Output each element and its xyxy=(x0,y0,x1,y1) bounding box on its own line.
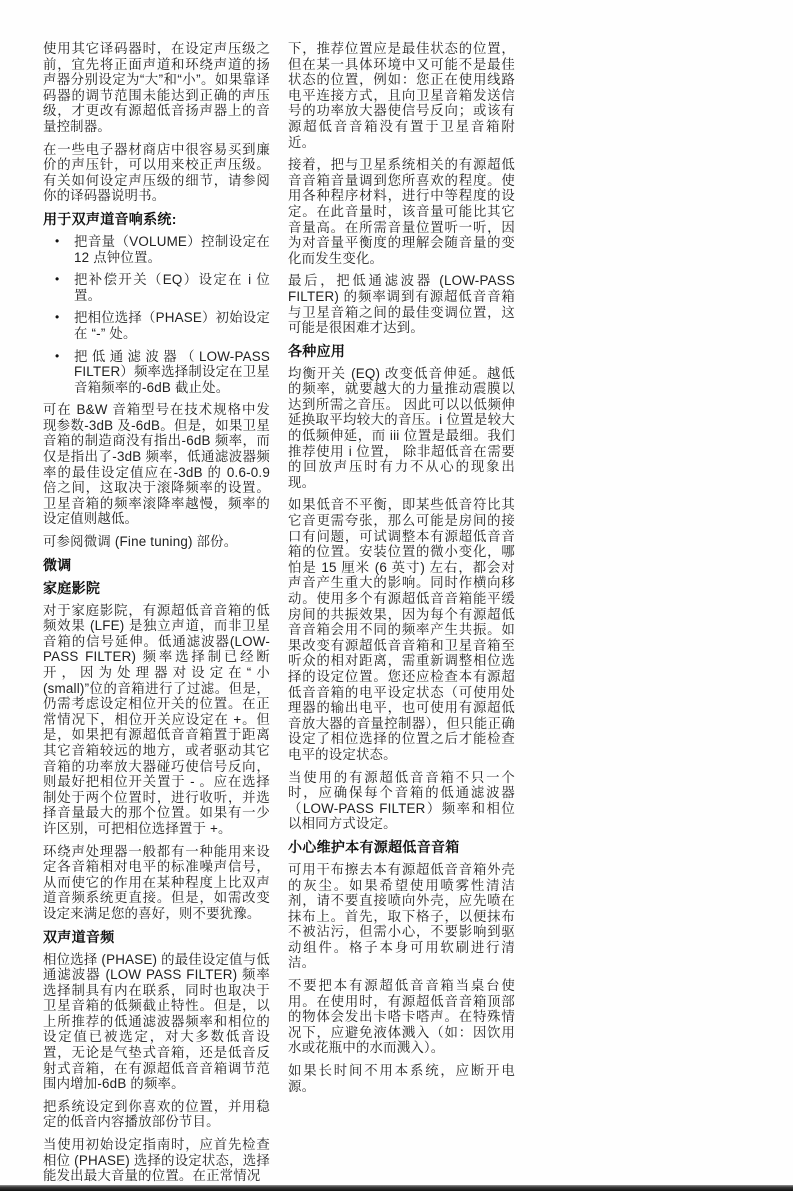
paragraph: 使用其它译码器时，在设定声压级之前，宜先将正面声道和环绕声道的扬声器分别设定为“大”和“小”。如果靠译码器的调节范围未能达到正确的声压级，才更改有源超低音扬声器上的音量控制器。 xyxy=(43,41,270,134)
paragraph: 相位选择 (PHASE) 的最佳设定值与低通滤波器 (LOW PASS FILTER) 频率选择制具有内在联系，同时也取决于卫星音箱的低频截止特性。但是，以上所推荐的低通滤波器频率和相位的设定值已被选定，对大多数低音设置，无论是气垫式音箱，还是低音反射式音箱，在有源超低音音箱调节范围内增加-6dB 的频率。 xyxy=(43,951,270,1092)
bullet-text: 把低通滤波器（LOW-PASS FILTER）频率选择制设定在卫星音箱频率的-6dB 截止处。 xyxy=(74,348,270,395)
section-heading: 双声道音频 xyxy=(43,928,115,945)
paragraph: 下，推荐位置应是最佳状态的位置，但在某一具体环境中又可能不是最佳状态的位置，例如：您正在使用线路电平连接方式，且向卫星音箱发送信号的功率放大器使信号反向；或该有源超低音音箱没有置于卫星音箱附近。 xyxy=(288,41,515,150)
page-bottom-scan-edge xyxy=(0,1185,793,1191)
bullet-text: 把音量（VOLUME）控制设定在 12 点钟位置。 xyxy=(74,233,270,265)
bullet-icon: • xyxy=(55,310,60,325)
paragraph: 可在 B&W 音箱型号在技术规格中发现参数-3dB 及-6dB。但是，如果卫星音箱的制造商没有指出-6dB 频率，而仅是指出了-3dB 频率，低通滤波器频率的最佳设定值应在-3dB 的 0.6-0.9 倍之间，这取决于滚降频率的设置。卫星音箱的频率滚降率越慢，频率的设定值则越低。 xyxy=(43,402,270,527)
bullet-icon: • xyxy=(55,348,60,363)
section-heading: 各种应用 xyxy=(288,342,346,359)
paragraph: 对于家庭影院，有源超低音音箱的低频效果 (LFE) 是独立声道，而非卫星音箱的信号延伸。低通滤波器(LOW-PASS FILTER) 频率选择制已经断开，因为处理器对设定在“小 (small)”位的音箱进行了过滤。但是，仍需考虑设定相位开关的位置。在正常情况下，相位开关应设定在 +。但是，如果把有源超低音音箱置于距离其它音箱较远的地方，或者驱动其它音箱的功率放大器碰巧使信号反向，则最好把相位开关置于 - 。应在选择制处于两个位置时，进行收听，并选择音量最大的那个位置。如果有一少许区别，可把相位选择置于 +。 xyxy=(43,602,270,836)
left-column xyxy=(43,41,270,1191)
paragraph: 把系统设定到你喜欢的位置，并用稳定的低音内容播放部份节目。 xyxy=(43,1098,270,1130)
section-heading: 家庭影院 xyxy=(43,579,101,596)
bullet-item xyxy=(43,272,270,303)
bullet-icon: • xyxy=(55,233,60,248)
paragraph: 可参阅微调 (Fine tuning) 部份。 xyxy=(43,534,238,550)
paragraph: 在一些电子器材商店中很容易买到廉价的声压针，可以用来校正声压级。有关如何设定声压级的细节，请参阅你的译码器说明书。 xyxy=(43,141,270,204)
paragraph: 最后，把低通滤波器 (LOW-PASS FILTER) 的频率调到有源超低音音箱与卫星音箱之间的最佳变调位置，这可能是很困难才达到。 xyxy=(288,273,515,336)
bullet-item xyxy=(43,310,270,341)
bullet-list xyxy=(43,234,270,395)
section-heading: 用于双声道音响系统: xyxy=(43,210,177,227)
paragraph: 当使用初始设定指南时，应首先检查相位 (PHASE) 选择的设定状态，选择能发出最大音量的位置。在正常情况 xyxy=(43,1137,270,1184)
paragraph: 环绕声处理器一般都有一种能用来设定各音箱相对电平的标准噪声信号，从而使它的作用在某种程度上比双声道音频系统更直接。但是，如需改变设定来满足您的喜好，则不要犹豫。 xyxy=(43,843,270,921)
bullet-item xyxy=(43,349,270,396)
paragraph: 均衡开关 (EQ) 改变低音伸延。越低的频率，就要越大的力量推动震膜以达到所需之音压。 因此可以以低频伸延换取平均较大的音压。i 位置是较大的低频伸延，而 iii 位置是最细。我们推荐使用 i 位置， 除非超低音在需要的回放声压时有力不从心的现象出现。 xyxy=(288,365,515,490)
right-column xyxy=(288,41,515,1101)
paragraph: 如果低音不平衡，即某些低音符比其它音更需夸张，那么可能是房间的接口有问题，可试调整本有源超低音音箱的位置。安装位置的微小变化，哪怕是 15 厘米 (6 英寸) 左右，都会对声音产生重大的影响。同时作横向移动。使用多个有源超低音音箱能平缓房间的共振效果，因为每个有源超低音音箱会用不同的频率产生共振。如果改变有源超低音音箱和卫星音箱至听众的相对距离，需重新调整相位选择的设定位置。您还应检查本有源超低音音箱的电平设定状态（可使用处理器的输出电平，也可使用有源超低音放大器的音量控制器），但只能正确设定了相位选择的位置之后才能检查电平的设定状态。 xyxy=(288,497,515,762)
paragraph: 当使用的有源超低音音箱不只一个时，应确保每个音箱的低通滤波器（LOW-PASS FILTER）频率和相位以相同方式设定。 xyxy=(288,769,515,832)
bullet-text: 把补偿开关（EQ）设定在 i 位置。 xyxy=(74,272,270,303)
bullet-icon: • xyxy=(55,272,60,287)
bullet-item xyxy=(43,234,270,265)
section-heading: 微调 xyxy=(43,556,72,573)
paragraph: 如果长时间不用本系统，应断开电源。 xyxy=(288,1063,515,1094)
paragraph: 可用干布擦去本有源超低音音箱外壳的灰尘。如果希望使用喷雾性清洁剂，请不要直接喷向外壳，应先喷在抹布上。首先，取下格子，以便抹布不被沾污，但需小心，不要影响到驱动组件。格子本身可用软刷进行清洁。 xyxy=(288,861,515,971)
section-heading: 小心维护本有源超低音音箱 xyxy=(288,838,460,855)
bullet-text: 把相位选择（PHASE）初始设定在 “-” 处。 xyxy=(74,310,270,341)
paragraph: 不要把本有源超低音音箱当桌台使用。在使用时，有源超低音音箱顶部的物体会发出卡嗒卡嗒声。在特殊情况下，应避免液体溅入（如：因饮用水或花瓶中的水而溅入）。 xyxy=(288,978,515,1056)
paragraph: 接着，把与卫星系统相关的有源超低音音箱音量调到您所喜欢的程度。使用各种程序材料，进行中等程度的设定。在此音量时，该音量可能比其它音量高。在所需音量位置听一听，因为对音量平衡度的理解会随音量的变化而发生变化。 xyxy=(288,157,515,266)
